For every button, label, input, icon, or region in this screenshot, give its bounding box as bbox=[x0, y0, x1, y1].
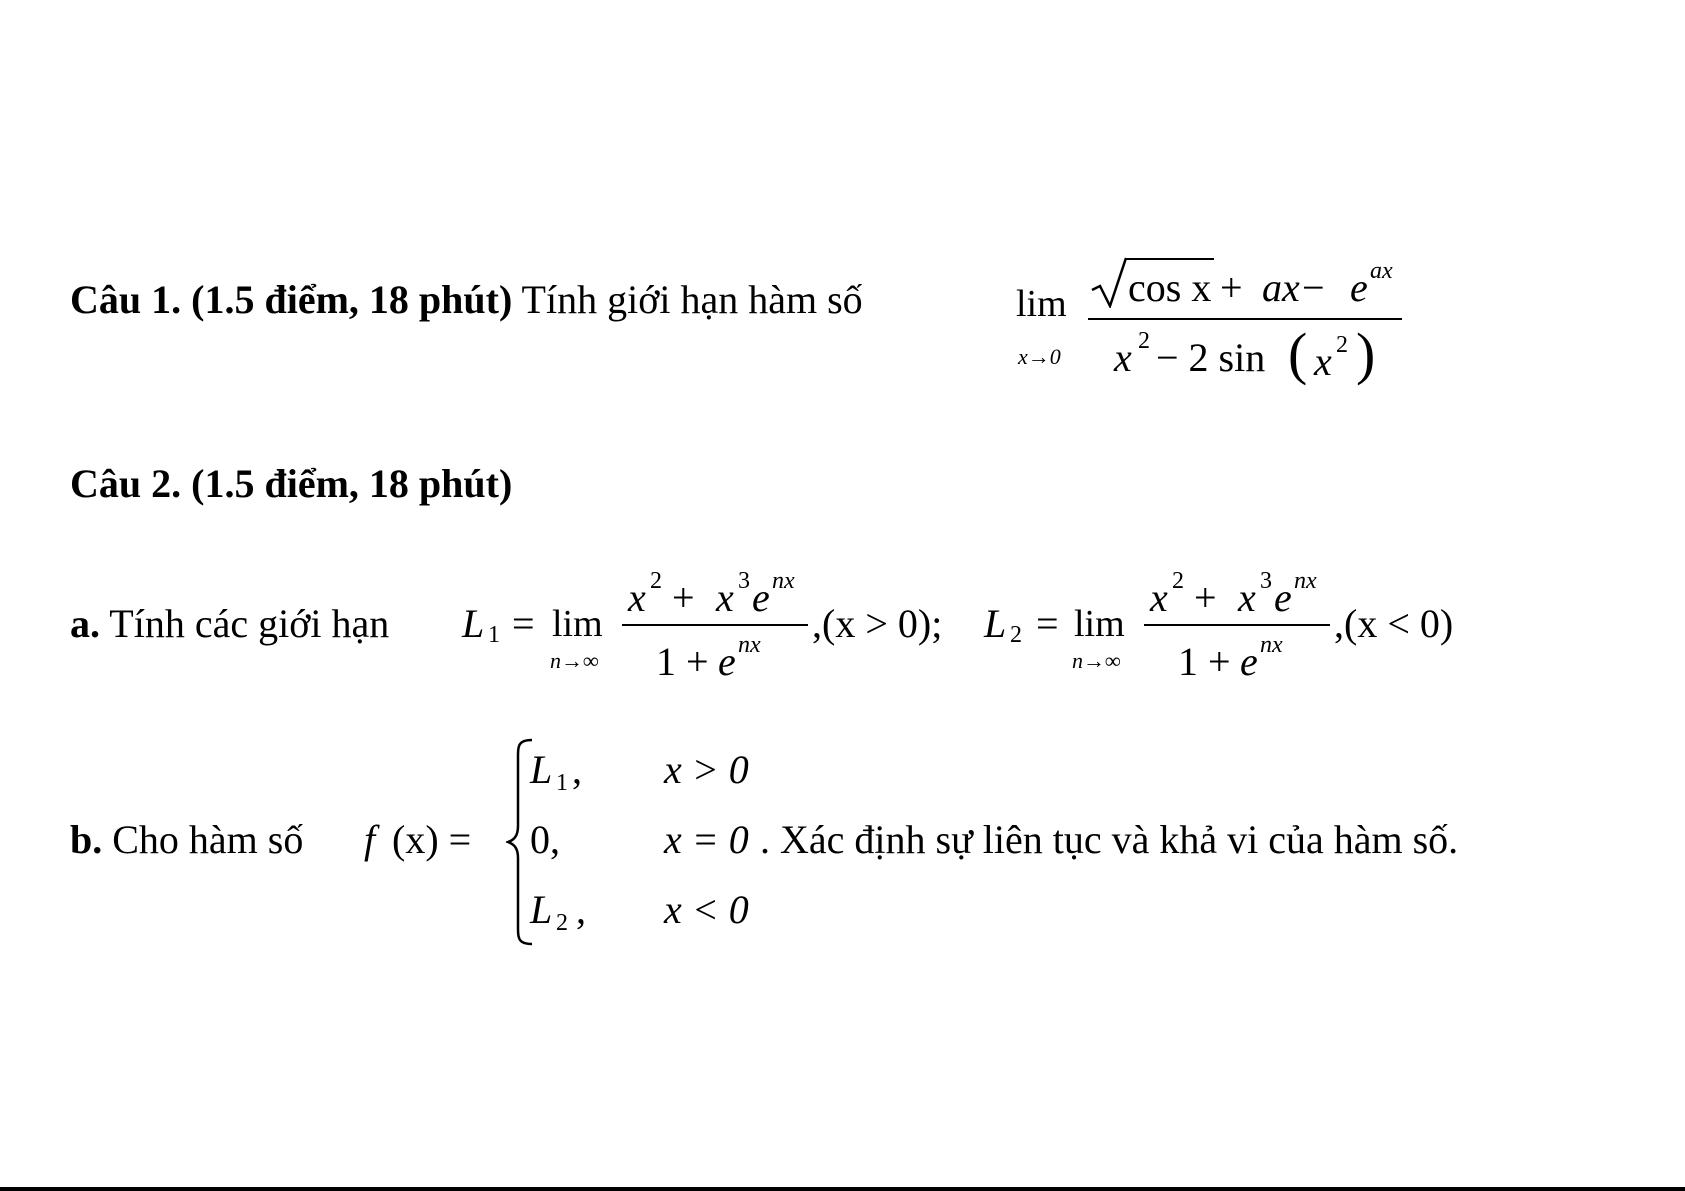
q2a-text: Tính các giới hạn bbox=[109, 601, 390, 646]
q2a-num1-plus: + bbox=[672, 575, 695, 620]
q1-sqrt-sign bbox=[1090, 256, 1130, 308]
q1-den-rest: − 2 sin bbox=[1156, 335, 1266, 380]
q2a-cond1: ,(x > 0); bbox=[812, 601, 943, 646]
q1-num-exp: ax bbox=[1370, 258, 1393, 284]
q2b-case1-cond: x > 0 bbox=[664, 747, 749, 792]
q2a-den2-e-exp: nx bbox=[1260, 632, 1283, 658]
q2b-case1-comma: , bbox=[572, 747, 582, 792]
q2b-tail: . Xác định sự liên tục và khả vi của hàm số. bbox=[760, 817, 1459, 862]
q2b-line bbox=[70, 816, 303, 863]
q2a-num1-x-exp: 2 bbox=[650, 568, 662, 594]
q1-text: Tính giới hạn hàm số bbox=[521, 277, 863, 322]
q2a-num2-x: x bbox=[1150, 575, 1168, 620]
q1-den-open: ( bbox=[1288, 321, 1308, 386]
q1-sqrt-arg: cos x bbox=[1128, 265, 1212, 310]
q2a-den2-e: e bbox=[1240, 639, 1258, 684]
q2a-lim2-under: n→∞ bbox=[1072, 648, 1121, 673]
q2a-num1-x: x bbox=[628, 575, 646, 620]
q2a-eq2: = bbox=[1036, 601, 1059, 646]
q2-heading: Câu 2. (1.5 điểm, 18 phút) bbox=[70, 461, 513, 506]
q1-lim-under: x→0 bbox=[1018, 344, 1061, 369]
q2b-f: f bbox=[364, 817, 376, 862]
q2b-case1-val: L bbox=[530, 747, 553, 792]
q2a-num2-plus: + bbox=[1194, 575, 1217, 620]
q1-den-close: ) bbox=[1356, 321, 1376, 386]
q2a-eq1: = bbox=[512, 601, 535, 646]
q1-fraction-bar bbox=[1088, 318, 1402, 320]
q2a-frac2-bar bbox=[1144, 624, 1330, 626]
q2a-lim1: lim bbox=[552, 603, 603, 645]
q2a-num1-x3: x bbox=[716, 575, 734, 620]
q2a-cond2: ,(x < 0) bbox=[1334, 601, 1454, 646]
q2a-num2-e-exp: nx bbox=[1294, 568, 1317, 594]
q2a-num2-x3: x bbox=[1238, 575, 1256, 620]
q2b-case2-val: 0, bbox=[530, 817, 560, 862]
q2a-den1-e: e bbox=[718, 639, 736, 684]
q2b-label: b. bbox=[70, 817, 103, 862]
q2b-case1-sub: 1 bbox=[556, 770, 568, 796]
q1-num-plus: + bbox=[1220, 265, 1243, 310]
q2a-den2-one: 1 + bbox=[1178, 639, 1231, 684]
q1-den-inner-x: x bbox=[1314, 339, 1332, 384]
q2b-text: Cho hàm số bbox=[112, 817, 304, 862]
q2a-L1-sub: 1 bbox=[488, 622, 500, 648]
q1-den-x: x bbox=[1114, 335, 1132, 380]
q2a-num2-x3-exp: 3 bbox=[1260, 568, 1272, 594]
q2a-label: a. bbox=[70, 601, 100, 646]
q2a-lim2: lim bbox=[1074, 603, 1125, 645]
q1-num-e: e bbox=[1350, 265, 1368, 310]
q2a-num1-x3-exp: 3 bbox=[738, 568, 750, 594]
q2b-fx: (x) = bbox=[392, 817, 472, 862]
q1-num-ax: ax bbox=[1262, 265, 1300, 310]
q2a-L2-sub: 2 bbox=[1010, 622, 1022, 648]
q1-lim: lim bbox=[1016, 283, 1067, 325]
q2a-lim1-under: n→∞ bbox=[550, 648, 599, 673]
q2b-case2-cond: x = 0 bbox=[664, 817, 749, 862]
q1-den-x-exp: 2 bbox=[1138, 328, 1150, 354]
q2a-line bbox=[70, 600, 389, 647]
q2a-L1: L bbox=[462, 601, 485, 646]
q2b-case3-sub: 2 bbox=[556, 910, 568, 936]
q1-sqrt-bar bbox=[1126, 258, 1214, 260]
q1-den-inner-exp: 2 bbox=[1336, 332, 1348, 358]
q1-line bbox=[70, 276, 863, 323]
q2a-num1-e-exp: nx bbox=[772, 568, 795, 594]
q1-heading: Câu 1. (1.5 điểm, 18 phút) bbox=[70, 277, 513, 322]
q1-num-minus: − bbox=[1302, 265, 1325, 310]
q2b-case3-cond: x < 0 bbox=[664, 887, 749, 932]
q2a-num1-e: e bbox=[752, 575, 770, 620]
q2a-frac1-bar bbox=[622, 624, 808, 626]
q2b-case3-comma: , bbox=[576, 887, 586, 932]
bottom-border bbox=[0, 1187, 1685, 1191]
q2a-L2: L bbox=[984, 601, 1007, 646]
q2a-num2-e: e bbox=[1274, 575, 1292, 620]
q2a-den1-e-exp: nx bbox=[738, 632, 761, 658]
q2a-num2-x-exp: 2 bbox=[1172, 568, 1184, 594]
q2a-den1-one: 1 + bbox=[656, 639, 709, 684]
q2b-case3-val: L bbox=[530, 887, 553, 932]
